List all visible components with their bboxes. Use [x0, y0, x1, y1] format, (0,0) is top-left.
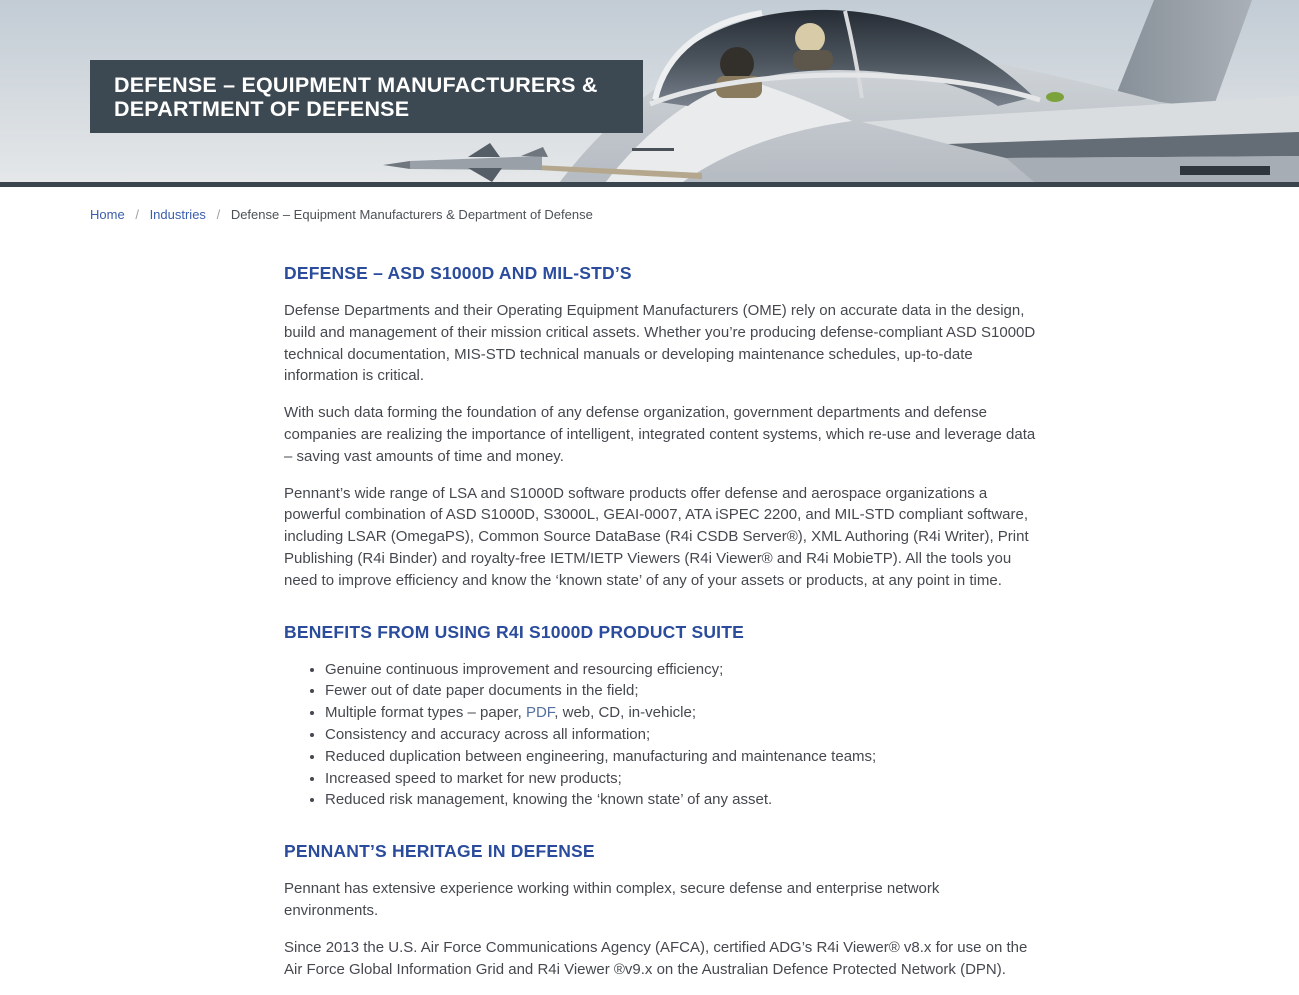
benefit-item: • Genuine continuous improvement and resourcing efficiency;: [325, 659, 1036, 681]
breadcrumb-separator: /: [216, 207, 221, 222]
intro-paragraph: Defense Departments and their Operating Equipment Manufacturers (OME) rely on accurate data in the design, build and management of their mission critical assets. Whether you’re producing defense-compliant ASD S1000D technical documentation, MIS-STD technical manuals or developing maintenance schedules, up-to-date information is critical.: [284, 302, 1036, 385]
benefits-list: [284, 659, 1036, 812]
page-title: DEFENSE – EQUIPMENT MANUFACTURERS & DEPARTMENT OF DEFENSE: [114, 73, 598, 121]
section-heading-benefits: BENEFITS FROM USING R4I S1000D PRODUCT SUITE: [284, 621, 744, 642]
benefit-item-text: , web, CD, in-vehicle;: [554, 704, 696, 722]
heritage-paragraph: Since 2013 the U.S. Air Force Communications Agency (AFCA), certified ADG’s R4i Viewer® v8.x for use on the Air Force Global Information Grid and R4i Viewer ®v9.x on the Australian Defence Protected Network (DPN).: [284, 938, 1028, 978]
breadcrumb-current-page: Defense – Equipment Manufacturers & Department of Defense: [230, 207, 593, 222]
breadcrumb: [0, 187, 1299, 223]
hero-banner: [0, 0, 1299, 187]
benefit-item: [325, 702, 1036, 724]
breadcrumb-industries-link[interactable]: Industries: [149, 207, 206, 222]
benefit-item: • Increased speed to market for new products;: [325, 768, 1036, 790]
article-content: [284, 263, 1036, 980]
benefit-item: • Reduced duplication between engineering, manufacturing and maintenance teams;: [325, 746, 1036, 768]
section-heading-defense: DEFENSE – ASD S1000D AND MIL-STD’S: [284, 263, 632, 283]
page-title-banner: [90, 60, 643, 133]
benefit-item: • Reduced risk management, knowing the ‘known state’ of any asset.: [325, 789, 1036, 811]
benefit-item: • Consistency and accuracy across all information;: [325, 724, 1036, 746]
heritage-paragraph: Pennant has extensive experience working within complex, secure defense and enterprise network environments.: [284, 880, 940, 919]
pdf-link[interactable]: PDF: [525, 704, 555, 722]
benefit-item-text: Multiple format types – paper,: [325, 704, 526, 722]
breadcrumb-separator: /: [135, 207, 139, 222]
breadcrumb-home-link[interactable]: Home: [90, 207, 125, 222]
benefit-item: • Fewer out of date paper documents in the field;: [325, 680, 1036, 702]
section-heading-heritage: PENNANT’S HERITAGE IN DEFENSE: [284, 841, 595, 862]
intro-paragraph: With such data forming the foundation of any defense organization, government departments and defense companies are realizing the importance of intelligent, integrated content systems, which re-use and leverage data – saving vast amounts of time and money.: [284, 404, 1036, 465]
intro-paragraph: Pennant’s wide range of LSA and S1000D software products offer defense and aerospace organizations a powerful combination of ASD S1000D, S3000L, GEAI-0007, ATA iSPEC 2200, and MIL-STD compliant software, including LSAR (OmegaPS), Common Source DataBase (R4i CSDB Server®), XML Authoring (R4i Writer), Print Publishing (R4i Binder) and royalty-free IETM/IETP Viewers (R4i Viewer® and R4i MobieTP). All the tools you need to improve efficiency and know the ‘known state’ of any of your assets or products, at any point in time.: [284, 484, 1029, 589]
